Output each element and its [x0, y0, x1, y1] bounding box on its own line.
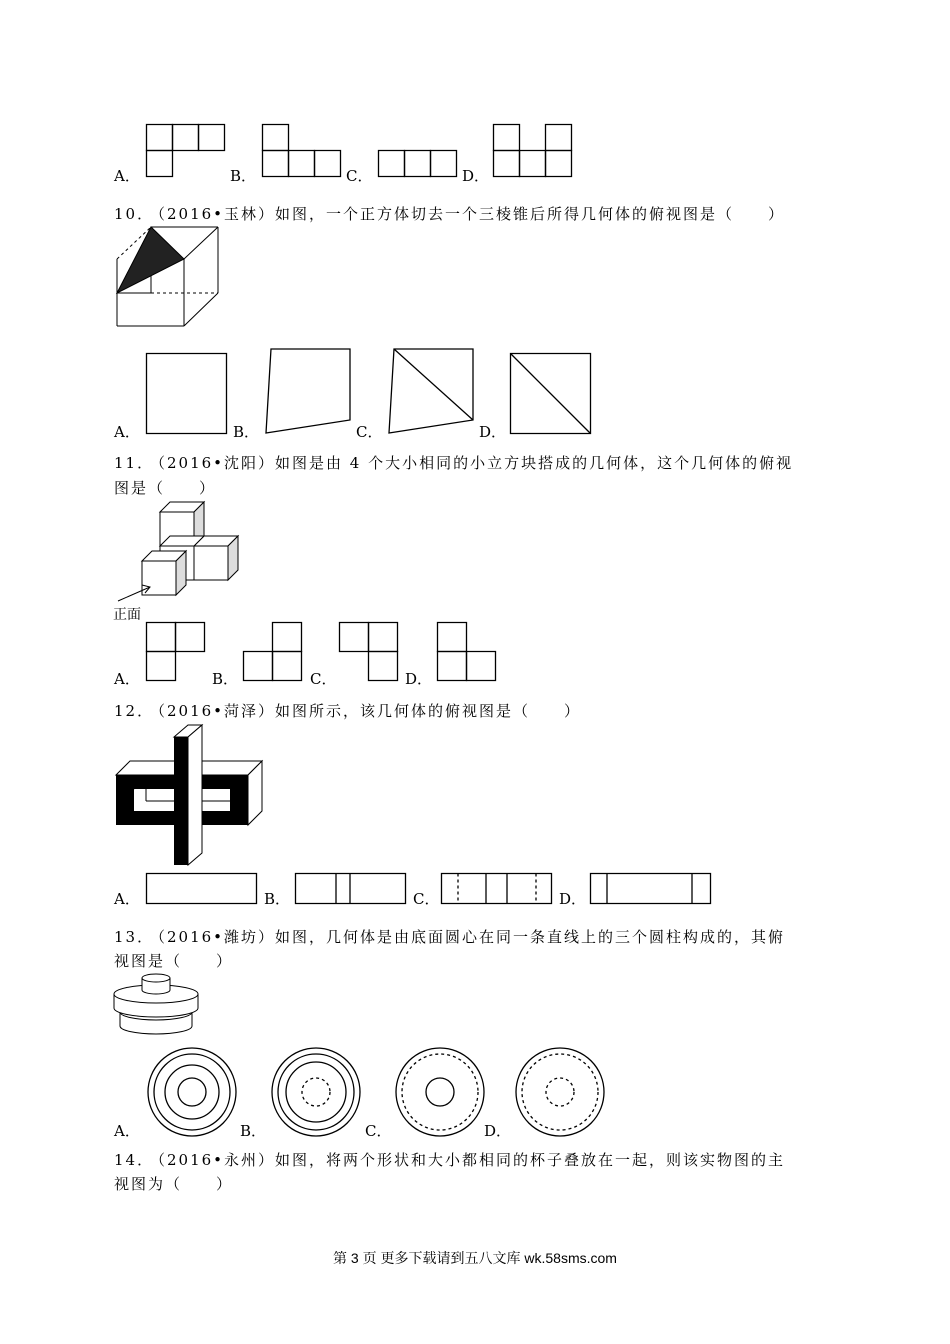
- q11-text-line1: （2016•沈阳）如图是由 4 个大小相同的小立方块搭成的几何体，这个几何体的俯视: [150, 454, 794, 472]
- q11-text-line2: 图是（ ）: [114, 479, 217, 497]
- q12-option-d-label: D．: [559, 890, 587, 908]
- page-footer: 第 3 页 更多下载请到五八文库 wk.58sms.com: [333, 1250, 617, 1266]
- q14-text-line1: （2016•永州）如图，将两个形状和大小都相同的杯子叠放在一起，则该实物图的主: [150, 1151, 786, 1169]
- q11-option-d-figure: [437, 622, 497, 682]
- q10-number: 10．: [114, 205, 155, 223]
- q13-text-line1: （2016•潍坊）如图，几何体是由底面圆心在同一条直线上的三个圆柱构成的，其俯: [150, 928, 786, 946]
- q12-text: （2016•菏泽）如图所示，该几何体的俯视图是（ ）: [150, 702, 582, 720]
- q12-option-b-label: B．: [264, 890, 291, 908]
- q10-option-a-figure: [146, 353, 228, 435]
- q12-option-c-figure: [441, 873, 553, 904]
- q9-option-b-figure: [262, 124, 342, 178]
- q10-text: （2016•玉林）如图，一个正方体切去一个三棱锥后所得几何体的俯视图是（ ）: [150, 205, 786, 223]
- q11-front-label: 正面: [113, 607, 141, 623]
- q13-option-a-label: A．: [114, 1122, 140, 1140]
- q11-option-a-figure: [146, 622, 206, 682]
- q11-option-c-label: C．: [310, 670, 337, 688]
- q11-option-b-figure: [243, 622, 303, 682]
- q10-option-b-figure: [262, 348, 354, 436]
- q12-option-b-figure: [295, 873, 407, 904]
- q9-option-a-label: A．: [114, 167, 140, 185]
- q11-option-a-label: A．: [114, 670, 140, 688]
- q13-option-b-figure: [270, 1046, 362, 1138]
- q12-number: 12．: [114, 702, 155, 720]
- q14-number: 14．: [114, 1151, 155, 1169]
- q9-option-d-label: D．: [462, 167, 490, 185]
- q9-option-b-label: B．: [230, 167, 257, 185]
- q12-option-c-label: C．: [413, 890, 440, 908]
- q13-option-a-figure: [146, 1046, 238, 1138]
- q13-number: 13．: [114, 928, 155, 946]
- q13-option-d-label: D．: [484, 1122, 512, 1140]
- q9-option-d-figure: [493, 124, 573, 178]
- q10-option-a-label: A．: [114, 423, 140, 441]
- q14-text-line2: 视图为（ ）: [114, 1175, 234, 1193]
- q11-cubes-figure: [112, 497, 244, 601]
- q13-option-b-label: B．: [240, 1122, 267, 1140]
- q10-cube-figure: [114, 226, 220, 328]
- q9-option-a-figure: [146, 124, 226, 178]
- q12-frame-figure: [116, 723, 262, 867]
- q11-number: 11．: [114, 454, 155, 472]
- q9-option-c-label: C．: [346, 167, 373, 185]
- q13-cylinders-figure: [112, 972, 200, 1038]
- q12-option-d-figure: [590, 873, 712, 904]
- q10-option-d-label: D．: [479, 423, 507, 441]
- q10-option-b-label: B．: [233, 423, 260, 441]
- q12-option-a-label: A．: [114, 890, 140, 908]
- q11-option-b-label: B．: [212, 670, 239, 688]
- q10-option-d-figure: [510, 353, 592, 435]
- q11-option-d-label: D．: [405, 670, 433, 688]
- q11-option-c-figure: [339, 622, 399, 682]
- q10-option-c-figure: [385, 348, 477, 436]
- q13-option-c-figure: [394, 1046, 486, 1138]
- q13-option-d-figure: [514, 1046, 606, 1138]
- q12-option-a-figure: [146, 873, 258, 904]
- q13-text-line2: 视图是（ ）: [114, 952, 234, 970]
- q13-option-c-label: C．: [365, 1122, 392, 1140]
- q9-option-c-figure: [378, 150, 458, 178]
- q10-option-c-label: C．: [356, 423, 383, 441]
